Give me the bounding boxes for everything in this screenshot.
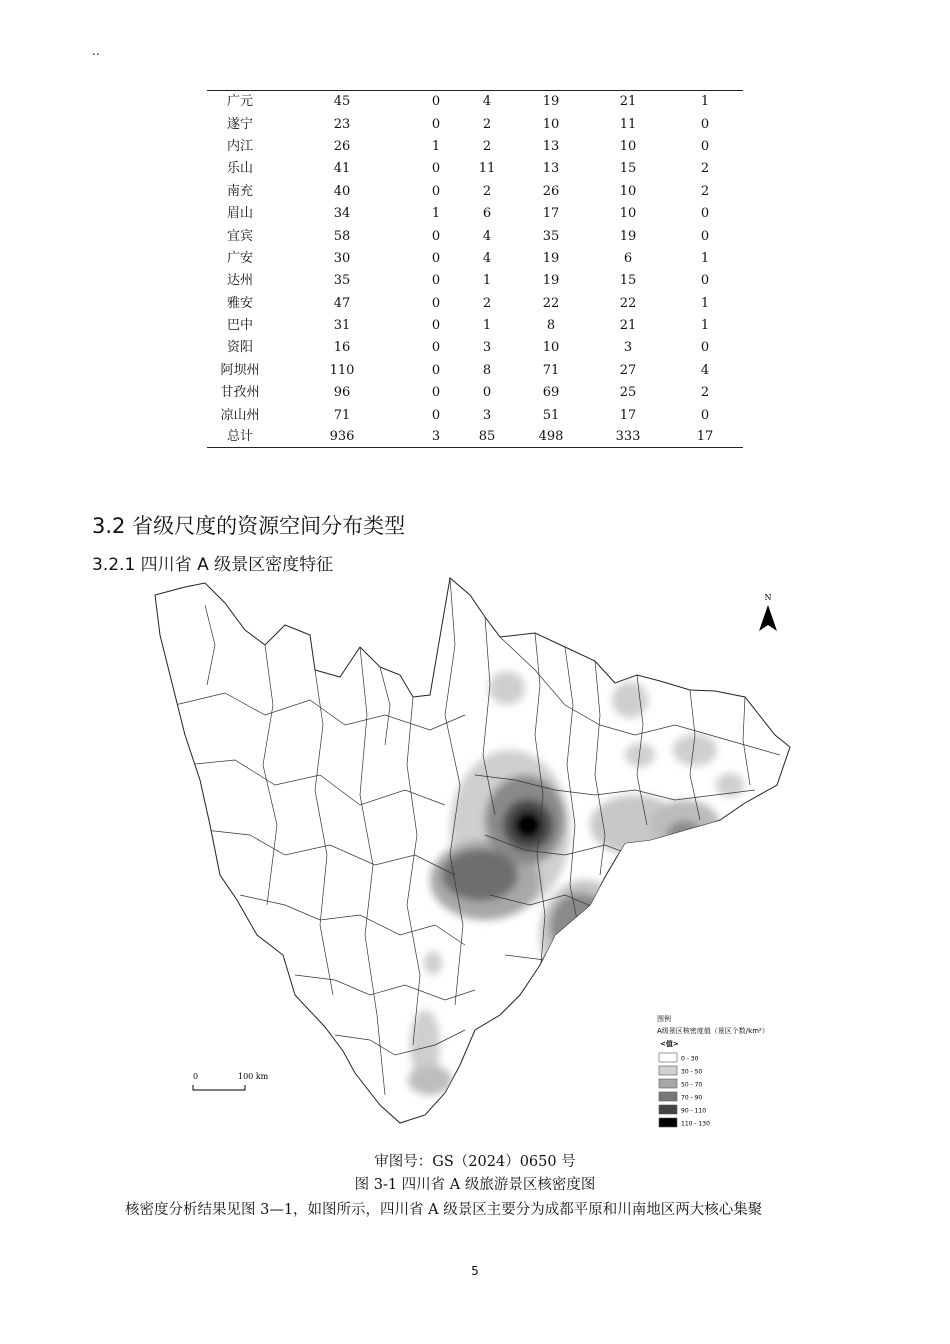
legend-title: 图例 (657, 1015, 671, 1023)
table-cell-value: 11 (619, 116, 637, 132)
table-cell-value: 69 (542, 385, 560, 401)
table-cell-region: 内江 (226, 138, 253, 154)
table-cell-value: 19 (619, 228, 637, 244)
table-row (207, 203, 743, 225)
table-cell-value: 11 (478, 161, 496, 177)
table-cell-value: 35 (333, 273, 351, 289)
table-row (207, 270, 743, 292)
table-cell-value: 0 (700, 340, 710, 356)
table-cell-value: 0 (411, 91, 461, 114)
table-cell-value: 1 (700, 318, 710, 334)
table-cell-value: 10 (542, 116, 560, 132)
table-cell-value: 8 (546, 318, 556, 334)
table-cell-region: 雅安 (226, 295, 253, 311)
table-cell-value: 4 (482, 250, 492, 266)
table-cell-region: 阿坝州 (220, 362, 260, 378)
svg-text:N: N (764, 593, 772, 602)
table-cell-region: 宜宾 (226, 228, 253, 244)
table-cell-region: 广元 (207, 91, 273, 114)
table-cell-value: 0 (700, 138, 710, 154)
table-cell-value: 2 (482, 295, 492, 311)
table-cell-region: 总计 (207, 427, 273, 448)
north-arrow-icon (759, 593, 777, 631)
table-cell-value: 19 (513, 91, 589, 114)
table-cell-value: 2 (482, 138, 492, 154)
table-row (207, 248, 743, 270)
table-cell-value: 0 (431, 273, 441, 289)
table-row (207, 315, 743, 337)
table-cell-value: 17 (542, 206, 560, 222)
table-cell-value: 26 (333, 138, 351, 154)
legend-class-label: 0 - 30 (681, 1055, 699, 1063)
legend-class-label: 70 - 90 (681, 1094, 703, 1102)
table-row (207, 293, 743, 315)
table-cell-value: 3 (411, 427, 461, 448)
legend-swatch (659, 1066, 677, 1075)
section-title: 3.2 省级尺度的资源空间分布类型 (92, 514, 406, 538)
table-cell-value: 0 (482, 385, 492, 401)
table-cell-value: 6 (482, 206, 492, 222)
table-cell-value: 16 (333, 340, 351, 356)
table-cell-value: 40 (333, 183, 351, 199)
table-cell-value: 0 (700, 273, 710, 289)
table-cell-value: 1 (700, 250, 710, 266)
table-cell-value: 936 (273, 427, 411, 448)
table-cell-value: 0 (431, 183, 441, 199)
table-cell-value: 71 (542, 362, 560, 378)
table-cell-value: 51 (542, 407, 560, 423)
table-cell-value: 2 (700, 385, 710, 401)
scale-distance-label: 100 km (238, 1072, 269, 1081)
table-cell-region: 巴中 (226, 318, 253, 334)
table-row (207, 91, 743, 114)
table-cell-value: 0 (431, 250, 441, 266)
table-cell-value: 58 (333, 228, 351, 244)
table-cell-value: 3 (482, 407, 492, 423)
table-cell-region: 南充 (226, 183, 253, 199)
table-cell-value: 0 (700, 116, 710, 132)
table-cell-value: 0 (431, 295, 441, 311)
table-cell-value: 0 (431, 362, 441, 378)
table-cell-region: 资阳 (226, 340, 253, 356)
scenic-area-table (207, 90, 743, 448)
table-cell-value: 498 (513, 427, 589, 448)
table-cell-value: 10 (619, 206, 637, 222)
table-cell-value: 8 (482, 362, 492, 378)
legend-swatch (659, 1053, 677, 1062)
table-cell-value: 6 (623, 250, 633, 266)
table-cell-value: 0 (431, 407, 441, 423)
legend-swatch (659, 1079, 677, 1088)
table-cell-value: 10 (619, 138, 637, 154)
table-cell-value: 15 (619, 161, 637, 177)
table-cell-value: 10 (619, 183, 637, 199)
table-cell-value: 0 (431, 385, 441, 401)
table-cell-value: 3 (623, 340, 633, 356)
table-cell-value: 1 (431, 138, 441, 154)
table-cell-value: 47 (333, 295, 351, 311)
table-row (207, 181, 743, 203)
table-cell-region: 遂宁 (226, 116, 253, 132)
table-row (207, 337, 743, 359)
body-paragraph: 核密度分析结果见图 3—1，如图所示，四川省 A 级景区主要分为成都平原和川南地区两大核心集聚 (125, 1202, 763, 1218)
table-row (207, 113, 743, 135)
table-cell-value: 96 (333, 385, 351, 401)
table-cell-value: 2 (700, 183, 710, 199)
scale-zero-label: 0 (193, 1072, 199, 1081)
table-cell-value: 1 (482, 273, 492, 289)
table-cell-value: 21 (619, 318, 637, 334)
table-cell-value: 0 (431, 228, 441, 244)
table-cell-value: 30 (333, 250, 351, 266)
legend-swatch (659, 1092, 677, 1101)
table-cell-value: 2 (482, 183, 492, 199)
table-row (207, 136, 743, 158)
map-approval-number: 审图号：GS（2024）0650 号 (374, 1154, 576, 1170)
table-cell-region: 眉山 (226, 206, 253, 222)
table-cell-value: 4 (482, 228, 492, 244)
table-cell-value: 1 (431, 206, 441, 222)
map-legend (657, 1014, 769, 1128)
legend-value-label: <值> (660, 1040, 679, 1048)
table-cell-value: 19 (542, 250, 560, 266)
table-cell-value: 13 (542, 161, 560, 177)
table-cell-value: 26 (542, 183, 560, 199)
table-total-row (207, 427, 743, 448)
legend-subtitle: A级景区核密度值（景区个数/km²） (657, 1027, 769, 1035)
table-cell-value: 45 (273, 91, 411, 114)
table-cell-value: 2 (700, 161, 710, 177)
table-cell-value: 333 (589, 427, 667, 448)
legend-swatch (659, 1105, 677, 1114)
table-row (207, 158, 743, 180)
legend-class-label: 30 - 50 (681, 1068, 703, 1076)
table-row (207, 404, 743, 426)
table-cell-value: 0 (431, 318, 441, 334)
table-cell-value: 22 (619, 295, 637, 311)
table-cell-value: 15 (619, 273, 637, 289)
table-cell-value: 21 (589, 91, 667, 114)
table-cell-value: 3 (482, 340, 492, 356)
table-cell-value: 4 (700, 362, 710, 378)
table-cell-value: 1 (482, 318, 492, 334)
table-cell-value: 25 (619, 385, 637, 401)
table-cell-value: 17 (667, 427, 743, 448)
table-cell-value: 0 (700, 206, 710, 222)
table-cell-value: 71 (333, 407, 351, 423)
table-cell-value: 0 (700, 228, 710, 244)
table-cell-value: 23 (333, 116, 351, 132)
table-cell-value: 0 (431, 161, 441, 177)
table-cell-value: 34 (333, 206, 351, 222)
legend-swatch (659, 1118, 677, 1127)
table-cell-value: 1 (700, 295, 710, 311)
table-cell-value: 10 (542, 340, 560, 356)
table-cell-value: 4 (461, 91, 513, 114)
table-cell-value: 41 (333, 161, 351, 177)
table-cell-value: 0 (700, 407, 710, 423)
table-cell-region: 凉山州 (220, 407, 260, 423)
table-cell-value: 110 (329, 362, 355, 378)
table-cell-value: 31 (333, 318, 351, 334)
table-cell-region: 达州 (226, 273, 253, 289)
legend-class-label: 50 - 70 (681, 1081, 703, 1089)
table-cell-value: 17 (619, 407, 637, 423)
table-cell-region: 甘孜州 (220, 385, 260, 401)
table-cell-value: 35 (542, 228, 560, 244)
page-number: 5 (471, 1264, 479, 1278)
table-row (207, 360, 743, 382)
legend-class-label: 90 - 110 (681, 1107, 707, 1115)
table-row (207, 382, 743, 404)
table-cell-value: 27 (619, 362, 637, 378)
table-cell-value: 85 (461, 427, 513, 448)
table-row (207, 225, 743, 247)
table-cell-value: 0 (431, 116, 441, 132)
table-cell-value: 19 (542, 273, 560, 289)
table-cell-value: 22 (542, 295, 560, 311)
table-cell-value: 1 (667, 91, 743, 114)
figure-caption: 图 3-1 四川省 A 级旅游景区核密度图 (354, 1177, 596, 1193)
legend-class-label: 110 - 130 (681, 1120, 710, 1128)
table-cell-value: 2 (482, 116, 492, 132)
table-cell-value: 0 (431, 340, 441, 356)
subsection-title: 3.2.1 四川省 A 级景区密度特征 (92, 555, 334, 575)
table-cell-value: 13 (542, 138, 560, 154)
kernel-density-map (145, 575, 805, 1135)
corner-mark: .. (92, 44, 100, 58)
scale-bar (193, 1072, 269, 1090)
table-cell-region: 乐山 (226, 161, 253, 177)
table-cell-region: 广安 (226, 250, 253, 266)
table-body (207, 91, 743, 448)
